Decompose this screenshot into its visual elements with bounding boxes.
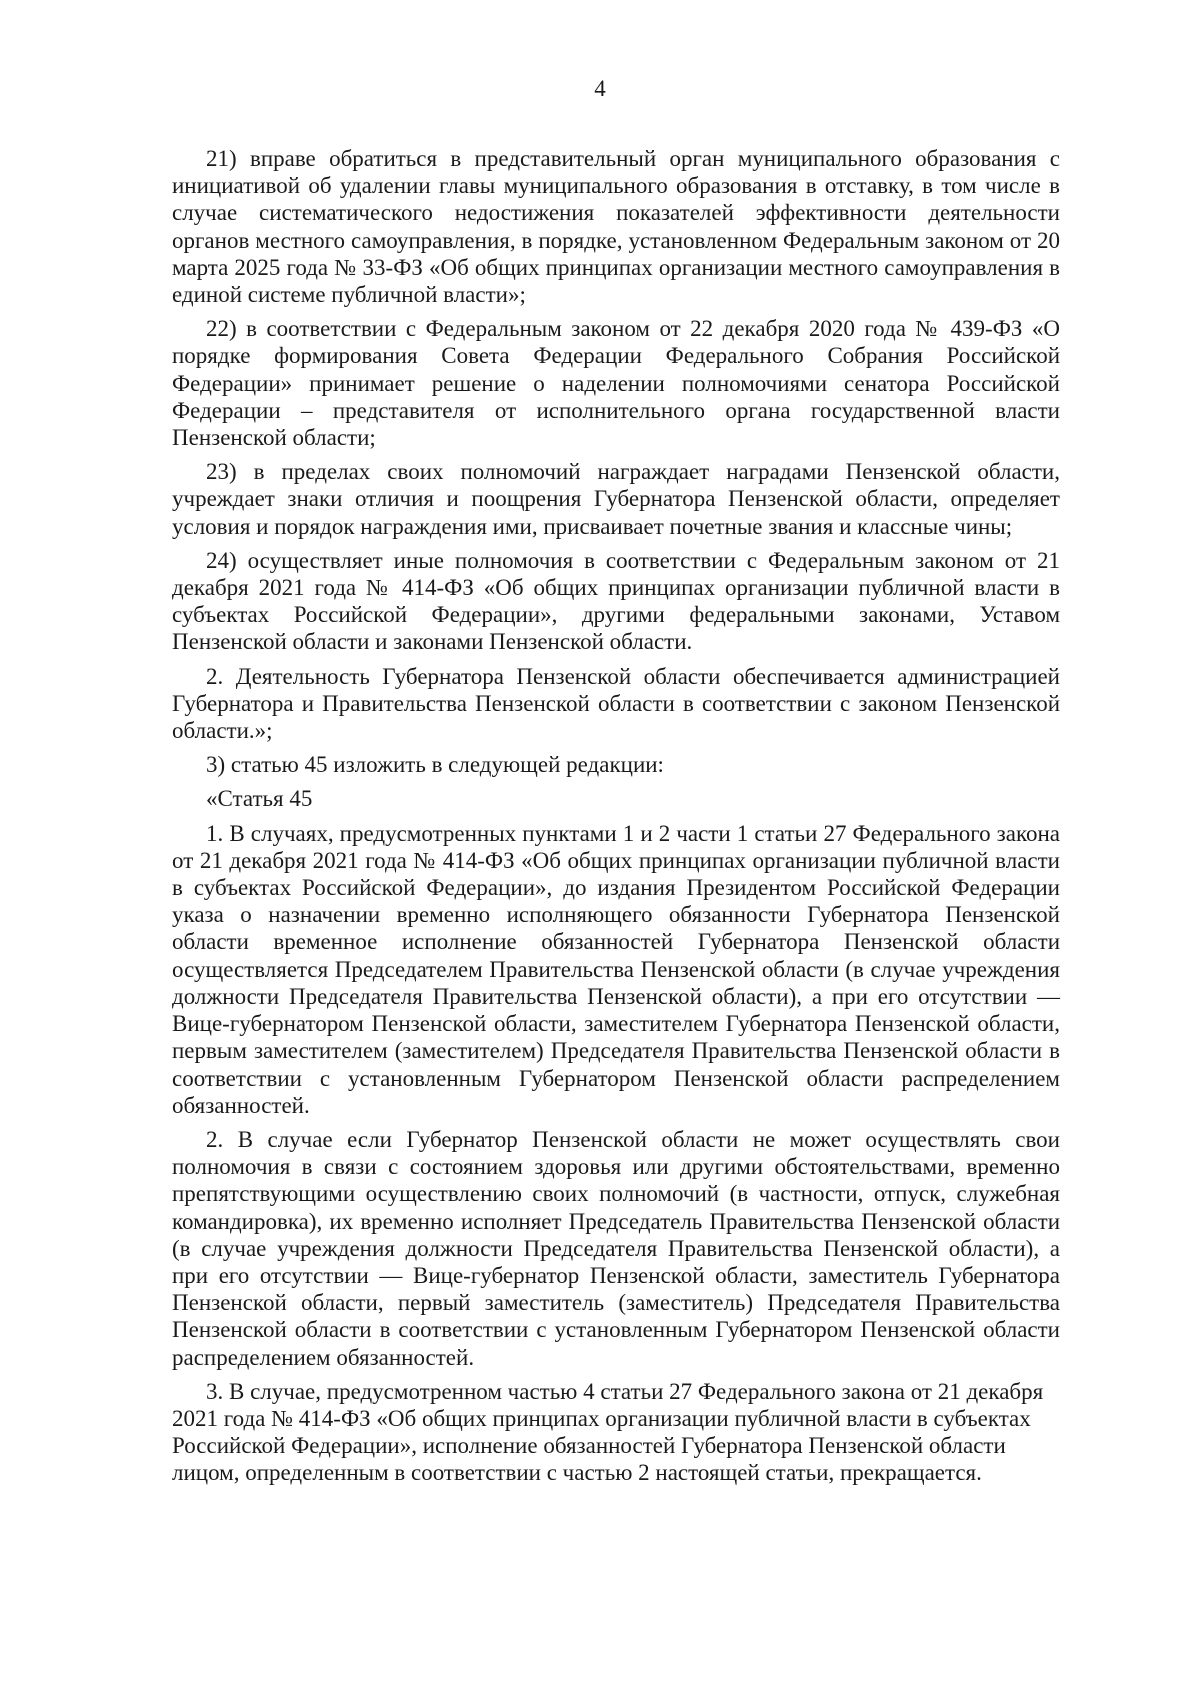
article-45-heading: «Статья 45 bbox=[206, 786, 313, 812]
paragraph-item-23: 23) в пределах своих полномочий награждает наградами Пензенской области, учреждает знаки отличия и поощрения Губернатора Пензенской области, определяет условия и порядок награждения ими, присваивает почетные звания и классные чины; bbox=[172, 459, 1060, 539]
page-number: 4 bbox=[594, 76, 606, 101]
paragraph-item-22: 22) в соответствии с Федеральным законом от 22 декабря 2020 года № 439-ФЗ «О порядке формирования Совета Федерации Федерального Собрания Российской Федерации» принимает решение о наделении полномочиями сенатора Российской Федерации – представителя от исполнительного органа государственной власти Пензенской области; bbox=[172, 316, 1060, 451]
paragraph-item-24: 24) осуществляет иные полномочия в соответствии с Федеральным законом от 21 декабря 2021 года № 414-ФЗ «Об общих принципах организации публичной власти в субъектах Российской Федерации», другими федеральными законами, Уставом Пензенской области и законами Пензенской области. bbox=[172, 547, 1060, 655]
article-45-part-3: 3. В случае, предусмотренном частью 4 статьи 27 Федерального закона от 21 декабря 2021 года № 414-ФЗ «Об общих принципах организации публичной власти в субъектах Российской Федерации», исполнение обязанностей Губернатора Пензенской области лицом, определенным в соответствии с частью 2 настоящей статьи, прекращается. bbox=[172, 1378, 1044, 1486]
document-body bbox=[172, 145, 1060, 1494]
paragraph-item-21: 21) вправе обратиться в представительный орган муниципального образования с инициативой об удалении главы муниципального образования в отставку, в том числе в случае систематического недостижения показателей эффективности деятельности органов местного самоуправления, в порядке, установленном Федеральным законом от 20 марта 2025 года № 33-ФЗ «Об общих принципах организации местного самоуправления в единой системе публичной власти»; bbox=[172, 146, 1060, 308]
paragraph-amendment-3: 3) статью 45 изложить в следующей редакции: bbox=[206, 752, 664, 778]
article-45-part-1: 1. В случаях, предусмотренных пунктами 1 и 2 части 1 статьи 27 Федерального закона от 21 декабря 2021 года № 414-ФЗ «Об общих принципах организации публичной власти в субъектах Российской Федерации», до издания Президентом Российской Федерации указа о назначении временно исполняющего обязанности Губернатора Пензенской области временное исполнение обязанностей Губернатора Пензенской области осуществляется Председателем Правительства Пензенской области (в случае учреждения должности Председателя Правительства Пензенской области), а при его отсутствии — Вице-губернатором Пензенской области, заместителем Губернатора Пензенской области, первым заместителем (заместителем) Председателя Правительства Пензенской области в соответствии с установленным Губернатором Пензенской области распределением обязанностей. bbox=[172, 820, 1060, 1118]
article-45-part-2: 2. В случае если Губернатор Пензенской области не может осуществлять свои полномочия в связи с состоянием здоровья или другими обстоятельствами, временно препятствующими осуществлению своих полномочий (в частности, отпуск, служебная командировка), их временно исполняет Председатель Правительства Пензенской области (в случае учреждения должности Председателя Правительства Пензенской области), а при его отсутствии — Вице-губернатор Пензенской области, заместитель Губернатора Пензенской области, первый заместитель (заместитель) Председателя Правительства Пензенской области в соответствии с установленным Губернатором Пензенской области распределением обязанностей. bbox=[172, 1126, 1060, 1370]
paragraph-part-2: 2. Деятельность Губернатора Пензенской области обеспечивается администрацией Губернатора и Правительства Пензенской области в соответствии с законом Пензенской области.»; bbox=[172, 663, 1060, 744]
